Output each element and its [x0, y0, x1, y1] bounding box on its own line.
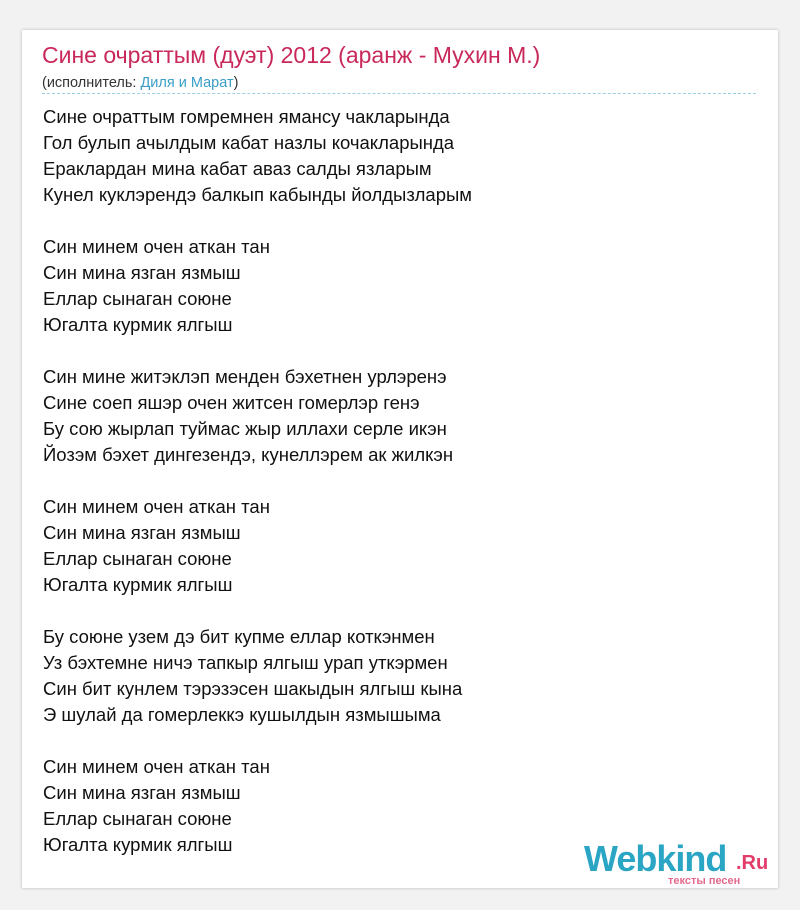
stanza-gap [43, 208, 472, 234]
lyric-line: Ераклардан мина кабат аваз салды язларым [43, 158, 432, 179]
stanza-gap [43, 338, 472, 364]
lyric-line: Гол булып ачылдым кабат назлы кочакларында [43, 132, 455, 153]
logo-domain-suffix: .Ru [736, 852, 769, 874]
lyric-line: Еллар сынаган союне [43, 548, 232, 569]
lyric-line: Йозэм бэхет дингезендэ, кунеллэрем ак жилкэн [43, 444, 454, 465]
lyric-line: Сине соеп яшэр очен житсен гомерлэр генэ [43, 392, 420, 413]
stanza-gap [43, 598, 472, 624]
header-divider [42, 93, 756, 94]
page-title: Сине очраттым (дуэт) 2012 (аранж - Мухин М.) [42, 42, 541, 68]
lyric-line: Сине очраттым гомремнен ямансу чакларында [43, 106, 450, 127]
stanza-4 [43, 494, 472, 598]
artist-line [42, 75, 238, 91]
site-logo[interactable] [584, 838, 774, 888]
stanza-6 [43, 754, 472, 858]
lyric-line: Уз бэхтемне ничэ тапкыр ялгыш урап уткэрмен [43, 652, 448, 673]
lyric-line: Еллар сынаган союне [43, 288, 232, 309]
artist-prefix: (исполнитель: [42, 75, 141, 91]
lyric-line: Югалта курмик ялгыш [43, 314, 233, 335]
logo-wordmark: Webkind [584, 838, 727, 879]
lyric-line: Син мине житэклэп менден бэхетнен урлэренэ [43, 366, 447, 387]
stanza-gap [43, 468, 472, 494]
stanza-5 [43, 624, 472, 728]
lyric-line: Син мина язган язмыш [43, 262, 241, 283]
lyric-line: Еллар сынаган союне [43, 808, 232, 829]
lyric-line: Син бит кунлем тэрэзэсен шакыдын ялгыш кына [43, 678, 463, 699]
lyric-line: Югалта курмик ялгыш [43, 834, 233, 855]
stanza-2 [43, 234, 472, 338]
lyric-line: Син минем очен аткан тан [43, 496, 270, 517]
artist-link[interactable]: Диля и Марат [140, 75, 234, 91]
stanza-3 [43, 364, 472, 468]
artist-suffix: ) [233, 75, 239, 91]
stanza-1 [43, 104, 472, 208]
lyric-line: Э шулай да гомерлеккэ кушылдын язмышыма [43, 704, 441, 725]
lyric-line: Бу сою жырлап туймас жыр иллахи серле икэн [43, 418, 447, 439]
lyric-line: Кунел куклэрендэ балкып кабынды йолдызларым [43, 184, 473, 205]
lyric-line: Югалта курмик ялгыш [43, 574, 233, 595]
lyric-line: Син мина язган язмыш [43, 782, 241, 803]
lyrics-card [22, 30, 778, 888]
lyric-line: Син минем очен аткан тан [43, 236, 270, 257]
lyric-line: Син минем очен аткан тан [43, 756, 270, 777]
lyrics-text [43, 104, 472, 858]
lyric-line: Бу союне узем дэ бит купме еллар коткэнмен [43, 626, 435, 647]
lyric-line: Син мина язган язмыш [43, 522, 241, 543]
stanza-gap [43, 728, 472, 754]
logo-tagline: тексты песен [668, 875, 741, 887]
